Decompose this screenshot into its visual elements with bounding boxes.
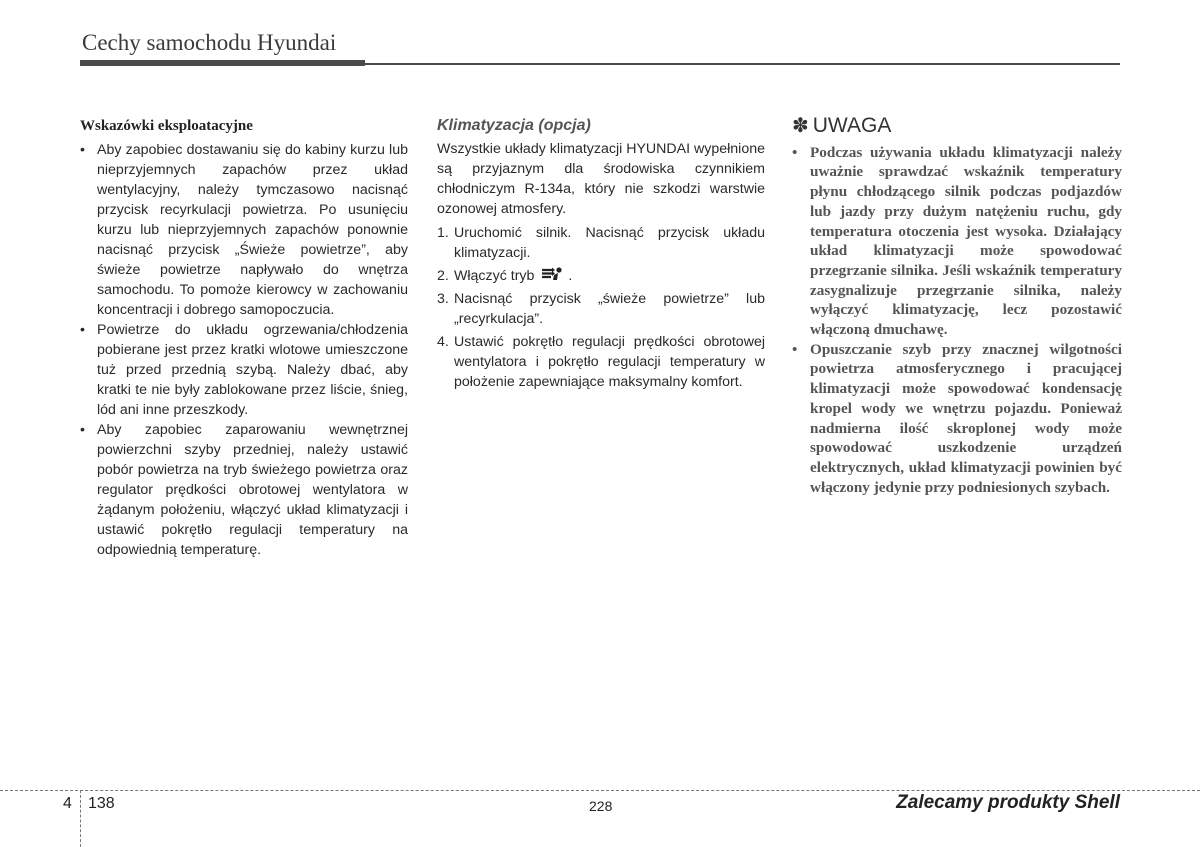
face-vent-mode-icon [540, 266, 564, 282]
page-header-title: Cechy samochodu Hyundai [82, 30, 337, 55]
step-number: 2. [437, 268, 449, 284]
step-number: 1. [437, 225, 449, 241]
footer-slogan: Zalecamy produkty Shell [896, 792, 1120, 813]
operating-tips-heading: Wskazówki eksploatacyjne [80, 118, 253, 134]
list-item-text: Aby zapobiec dostawaniu się do kabiny kurzu lub nieprzyjemnych zapachów przez układ wentylacyjny, należy tymczasowo nacisnąć przycisk recyrkulacji powietrza. Po usunięciu kurzu lub nieprzyjemnych zapachów ponownie nacisnąć przycisk „Świeże powietrze”, aby świeże powietrze napływało do wnętrza samochodu. To pomoże kierowcy w zachowaniu koncentracji i dobrego samopoczucia. [97, 142, 408, 318]
step-item [437, 332, 765, 392]
air-conditioning-heading: Klimatyzacja (opcja) [437, 117, 591, 134]
page-number: 138 [88, 795, 115, 812]
step-item [437, 289, 765, 329]
list-item-text: Powietrze do układu ogrzewania/chłodzenia pobierane jest przez kratki wlotowe umieszczone tuż przed przednią szybą. Należy dbać, aby kratki te nie były zablokowane przez liście, śnieg, lód ani inne przeszkody. [97, 322, 408, 418]
air-conditioning-intro: Wszystkie układy klimatyzacji HYUNDAI wypełnione są przyjaznym dla środowiska czynnikiem chłodniczym R-134a, który nie szkodzi warstwie ozonowej atmosfery. [437, 141, 765, 217]
bullet-icon: • [80, 422, 85, 438]
operating-tips-column [80, 116, 408, 560]
list-item [792, 143, 1122, 340]
caution-list [792, 143, 1122, 498]
caution-column [792, 116, 1122, 497]
list-item-text: Opuszczanie szyb przy znacznej wilgotności powietrza atmosferycznego i pracującej klimatyzacji może spowodować kondensację kropel wody we wnętrzu pojazdu. Ponieważ nadmierna ilość skroplonej wody może spowodować uszkodzenie urządzeń elektrycznych, układ klimatyzacji powinien być włączony jedynie przy podniesionych szybach. [810, 340, 1122, 496]
header-rule-thick [80, 60, 365, 66]
bullet-icon: • [80, 142, 85, 158]
step-text: Uruchomić silnik. Nacisnąć przycisk układu klimatyzacji. [454, 225, 765, 261]
step-text-suffix: . [568, 268, 573, 284]
bullet-icon: • [792, 143, 798, 161]
list-item [792, 340, 1122, 498]
list-item-text: Aby zapobiec zaparowaniu wewnętrznej powierzchni szyby przedniej, należy ustawić pobór powietrza na tryb świeżego powietrza oraz regulator prędkości obrotowej wentylatora w żądanym położeniu, włączyć układ klimatyzacji i ustawić pokrętło regulacji temperatury na odpowiednią temperaturę. [97, 422, 408, 558]
caution-heading-text: UWAGA [812, 114, 892, 137]
air-conditioning-steps [437, 223, 765, 392]
header-rule-thin [365, 63, 1120, 65]
air-conditioning-column [437, 116, 765, 395]
step-text: Ustawić pokrętło regulacji prędkości obrotowej wentylatora i pokrętło regulacji temperatury w położenie zapewniające maksymalny komfort. [454, 334, 765, 390]
chapter-number: 4 [63, 795, 72, 812]
caution-heading [792, 116, 1122, 137]
bullet-icon: • [792, 340, 798, 358]
footer-divider [0, 790, 1200, 791]
list-item-text: Podczas używania układu klimatyzacji należy uważnie sprawdzać wskaźnik temperatury płynu chłodzącego silnik podczas podjazdów lub jazdy przy dużym natężeniu ruchu, gdy temperatura otoczenia jest wysoka. Działający układ klimatyzacji może spowodować przegrzanie silnika. Jeśli wskaźnik temperatury zasygnalizuje przegrzanie silnika, należy wyłączyć klimatyzację, lecz pozostawić włączoną dmuchawę. [810, 143, 1122, 339]
document-page-number: 228 [589, 798, 613, 814]
step-item [437, 266, 765, 286]
step-text: Nacisnąć przycisk „świeże powietrze” lub „recyrkulacja”. [454, 291, 765, 327]
footer-vertical-divider [80, 790, 81, 847]
step-number: 4. [437, 334, 449, 350]
asterisk-icon: ✽ [792, 115, 809, 137]
list-item [80, 140, 408, 320]
step-number: 3. [437, 291, 449, 307]
step-text: Włączyć tryb [454, 268, 535, 284]
operating-tips-list [80, 140, 408, 560]
bullet-icon: • [80, 322, 85, 338]
list-item [80, 320, 408, 420]
step-item [437, 223, 765, 263]
list-item [80, 420, 408, 560]
